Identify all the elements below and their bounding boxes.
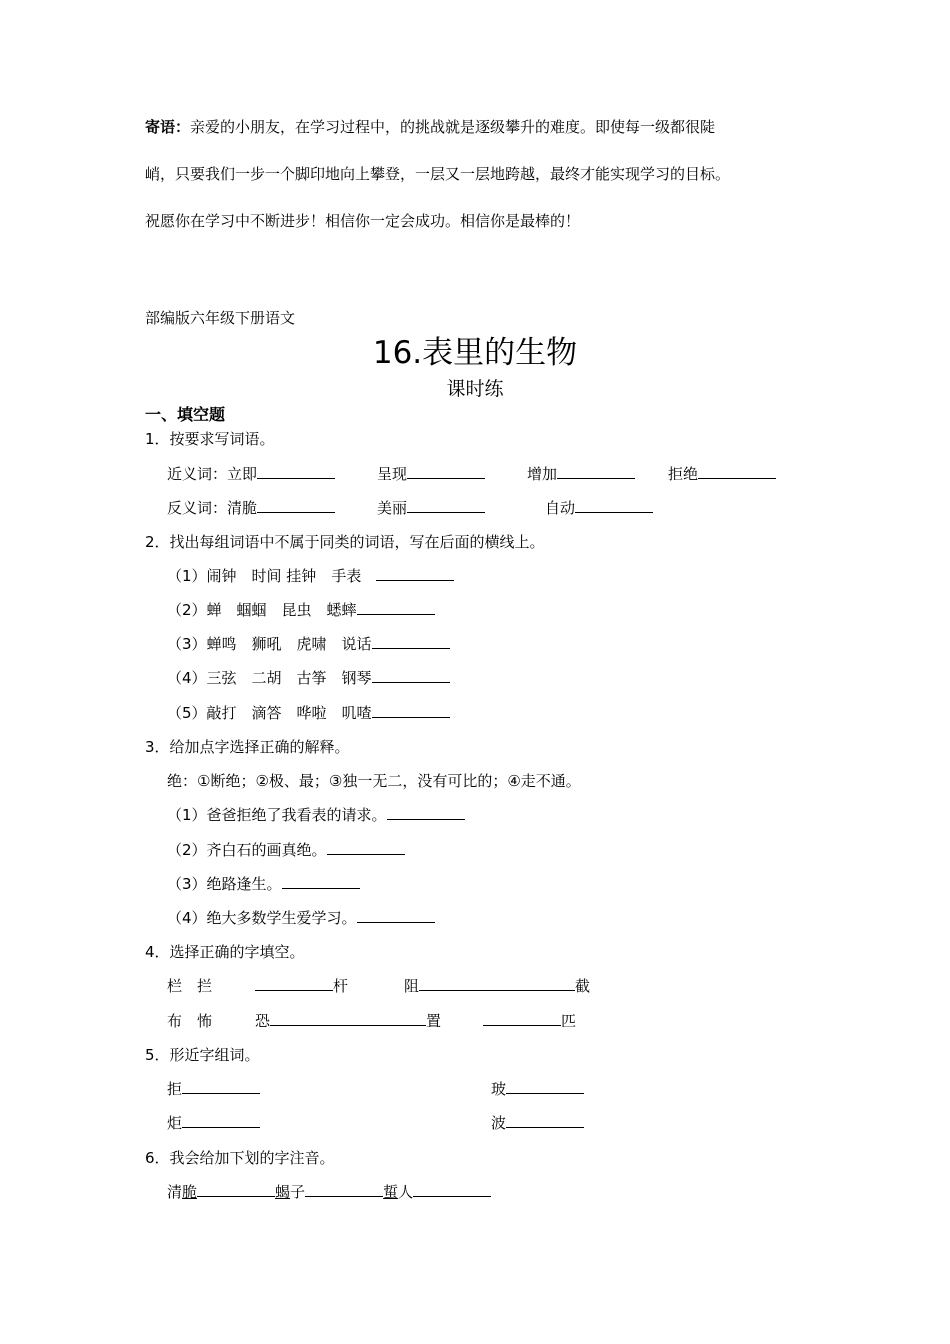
q5-char: 玻 xyxy=(491,1080,507,1098)
q6-stem: 6．我会给加下划的字注音。 xyxy=(145,1149,335,1167)
q2-item xyxy=(167,566,454,586)
message-label: 寄语： xyxy=(145,118,191,136)
antonym-word: 美丽 xyxy=(377,499,408,517)
q5-item xyxy=(167,1113,260,1133)
q2-item-text: （5）敲打 滴答 哗啦 叽喳 xyxy=(167,704,372,722)
answer-blank[interactable] xyxy=(270,1011,426,1026)
q4-word-text: 置 xyxy=(426,1012,442,1030)
section-heading: 一、填空题 xyxy=(145,405,226,424)
q6-underlined-char: 脆 xyxy=(182,1183,198,1201)
q6-word-text: 清 xyxy=(167,1183,183,1201)
q4-pair: 栏 拦 xyxy=(167,977,213,995)
q4-word-text: 截 xyxy=(575,977,591,995)
answer-blank[interactable] xyxy=(698,464,776,479)
q3-item-text: （3）绝路逢生。 xyxy=(167,875,282,893)
q4-word xyxy=(404,976,590,996)
q2-item xyxy=(167,634,450,654)
q3-stem: 3．给加点字选择正确的解释。 xyxy=(145,738,350,756)
synonym-word: 拒绝 xyxy=(668,465,699,483)
message-line-3: 祝愿你在学习中不断进步！相信你一定会成功。相信你是最棒的！ xyxy=(145,212,581,230)
synonym-word: 增加 xyxy=(527,465,558,483)
answer-blank[interactable] xyxy=(305,1182,383,1197)
answer-blank[interactable] xyxy=(282,874,360,889)
q4-pair: 布 怖 xyxy=(167,1012,213,1030)
q3-item xyxy=(167,874,360,894)
page-title: 16.表里的生物 xyxy=(372,335,578,371)
answer-blank[interactable] xyxy=(257,464,335,479)
answer-blank[interactable] xyxy=(182,1079,260,1094)
q6-row xyxy=(167,1182,491,1202)
q4-word-text: 匹 xyxy=(561,1012,577,1030)
q5-char: 拒 xyxy=(167,1080,183,1098)
answer-blank[interactable] xyxy=(372,703,450,718)
q3-item-text: （1）爸爸拒绝了我看表的请求。 xyxy=(167,806,387,824)
q5-stem: 5．形近字组词。 xyxy=(145,1046,260,1064)
q3-options: 绝：①断绝；②极、最；③独一无二，没有可比的；④走不通。 xyxy=(167,772,581,790)
answer-blank[interactable] xyxy=(257,498,335,513)
synonym-word: 呈现 xyxy=(377,465,408,483)
answer-blank[interactable] xyxy=(197,1182,275,1197)
answer-blank[interactable] xyxy=(376,566,454,581)
q5-item xyxy=(491,1113,584,1133)
q2-item-text: （3）蝉鸣 狮吼 虎啸 说话 xyxy=(167,635,372,653)
q6-underlined-char: 蝎 xyxy=(275,1183,291,1201)
answer-blank[interactable] xyxy=(419,976,575,991)
q4-word xyxy=(255,976,348,996)
answer-blank[interactable] xyxy=(372,668,450,683)
q4-word-text: 阻 xyxy=(404,977,420,995)
answer-blank[interactable] xyxy=(182,1113,260,1128)
q2-item xyxy=(167,668,450,688)
answer-blank[interactable] xyxy=(357,600,435,615)
q2-item-text: （4）三弦 二胡 古筝 钢琴 xyxy=(167,669,372,687)
q4-stem: 4．选择正确的字填空。 xyxy=(145,943,305,961)
q6-underlined-char: 蜇 xyxy=(383,1183,399,1201)
series-label: 部编版六年级下册语文 xyxy=(145,309,296,327)
q4-word xyxy=(255,1011,441,1031)
q5-item xyxy=(167,1079,260,1099)
q1-synonym-item xyxy=(377,464,485,484)
message-text-1: 亲爱的小朋友，在学习过程中，的挑战就是逐级攀升的难度。即使每一级都很陡 xyxy=(190,118,716,136)
answer-blank[interactable] xyxy=(483,1011,561,1026)
q1-synonym-item xyxy=(527,464,635,484)
answer-blank[interactable] xyxy=(407,498,485,513)
q1-antonym-row xyxy=(167,498,335,518)
q3-item xyxy=(167,908,435,928)
message-line-1 xyxy=(145,117,715,137)
answer-blank[interactable] xyxy=(407,464,485,479)
q4-word-text: 杆 xyxy=(333,977,349,995)
q1-antonym-item xyxy=(377,498,485,518)
answer-blank[interactable] xyxy=(387,805,465,820)
q2-item-text: （1）闹钟 时间 挂钟 手表 xyxy=(167,567,377,585)
q2-stem: 2．找出每组词语中不属于同类的词语，写在后面的横线上。 xyxy=(145,533,545,551)
q4-word xyxy=(483,1011,576,1031)
antonym-word: 清脆 xyxy=(227,499,258,517)
page-subtitle: 课时练 xyxy=(446,378,504,400)
q3-item-text: （2）齐白石的画真绝。 xyxy=(167,841,327,859)
q6-word-text: 人 xyxy=(398,1183,414,1201)
antonym-word: 自动 xyxy=(545,499,576,517)
q5-item xyxy=(491,1079,584,1099)
q4-word-text: 恐 xyxy=(255,1012,271,1030)
answer-blank[interactable] xyxy=(506,1079,584,1094)
antonym-label: 反义词： xyxy=(167,499,228,517)
q2-item xyxy=(167,600,435,620)
answer-blank[interactable] xyxy=(357,908,435,923)
answer-blank[interactable] xyxy=(506,1113,584,1128)
q1-stem: 1．按要求写词语。 xyxy=(145,430,275,448)
q1-synonym-row xyxy=(167,464,335,484)
synonym-label: 近义词： xyxy=(167,465,228,483)
answer-blank[interactable] xyxy=(327,840,405,855)
q3-item xyxy=(167,805,465,825)
answer-blank[interactable] xyxy=(557,464,635,479)
q6-word-text: 子 xyxy=(290,1183,306,1201)
synonym-word: 立即 xyxy=(227,465,258,483)
q1-antonym-item xyxy=(545,498,653,518)
answer-blank[interactable] xyxy=(255,976,333,991)
answer-blank[interactable] xyxy=(372,634,450,649)
message-line-2: 峭，只要我们一步一个脚印地向上攀登，一层又一层地跨越，最终才能实现学习的目标。 xyxy=(145,165,731,183)
q2-item-text: （2）蝉 蝈蝈 昆虫 蟋蟀 xyxy=(167,601,357,619)
q3-item xyxy=(167,840,405,860)
q5-char: 炬 xyxy=(167,1114,183,1132)
q2-item xyxy=(167,703,450,723)
answer-blank[interactable] xyxy=(575,498,653,513)
q5-char: 波 xyxy=(491,1114,507,1132)
q3-item-text: （4）绝大多数学生爱学习。 xyxy=(167,909,357,927)
answer-blank[interactable] xyxy=(413,1182,491,1197)
q1-synonym-item xyxy=(668,464,776,484)
